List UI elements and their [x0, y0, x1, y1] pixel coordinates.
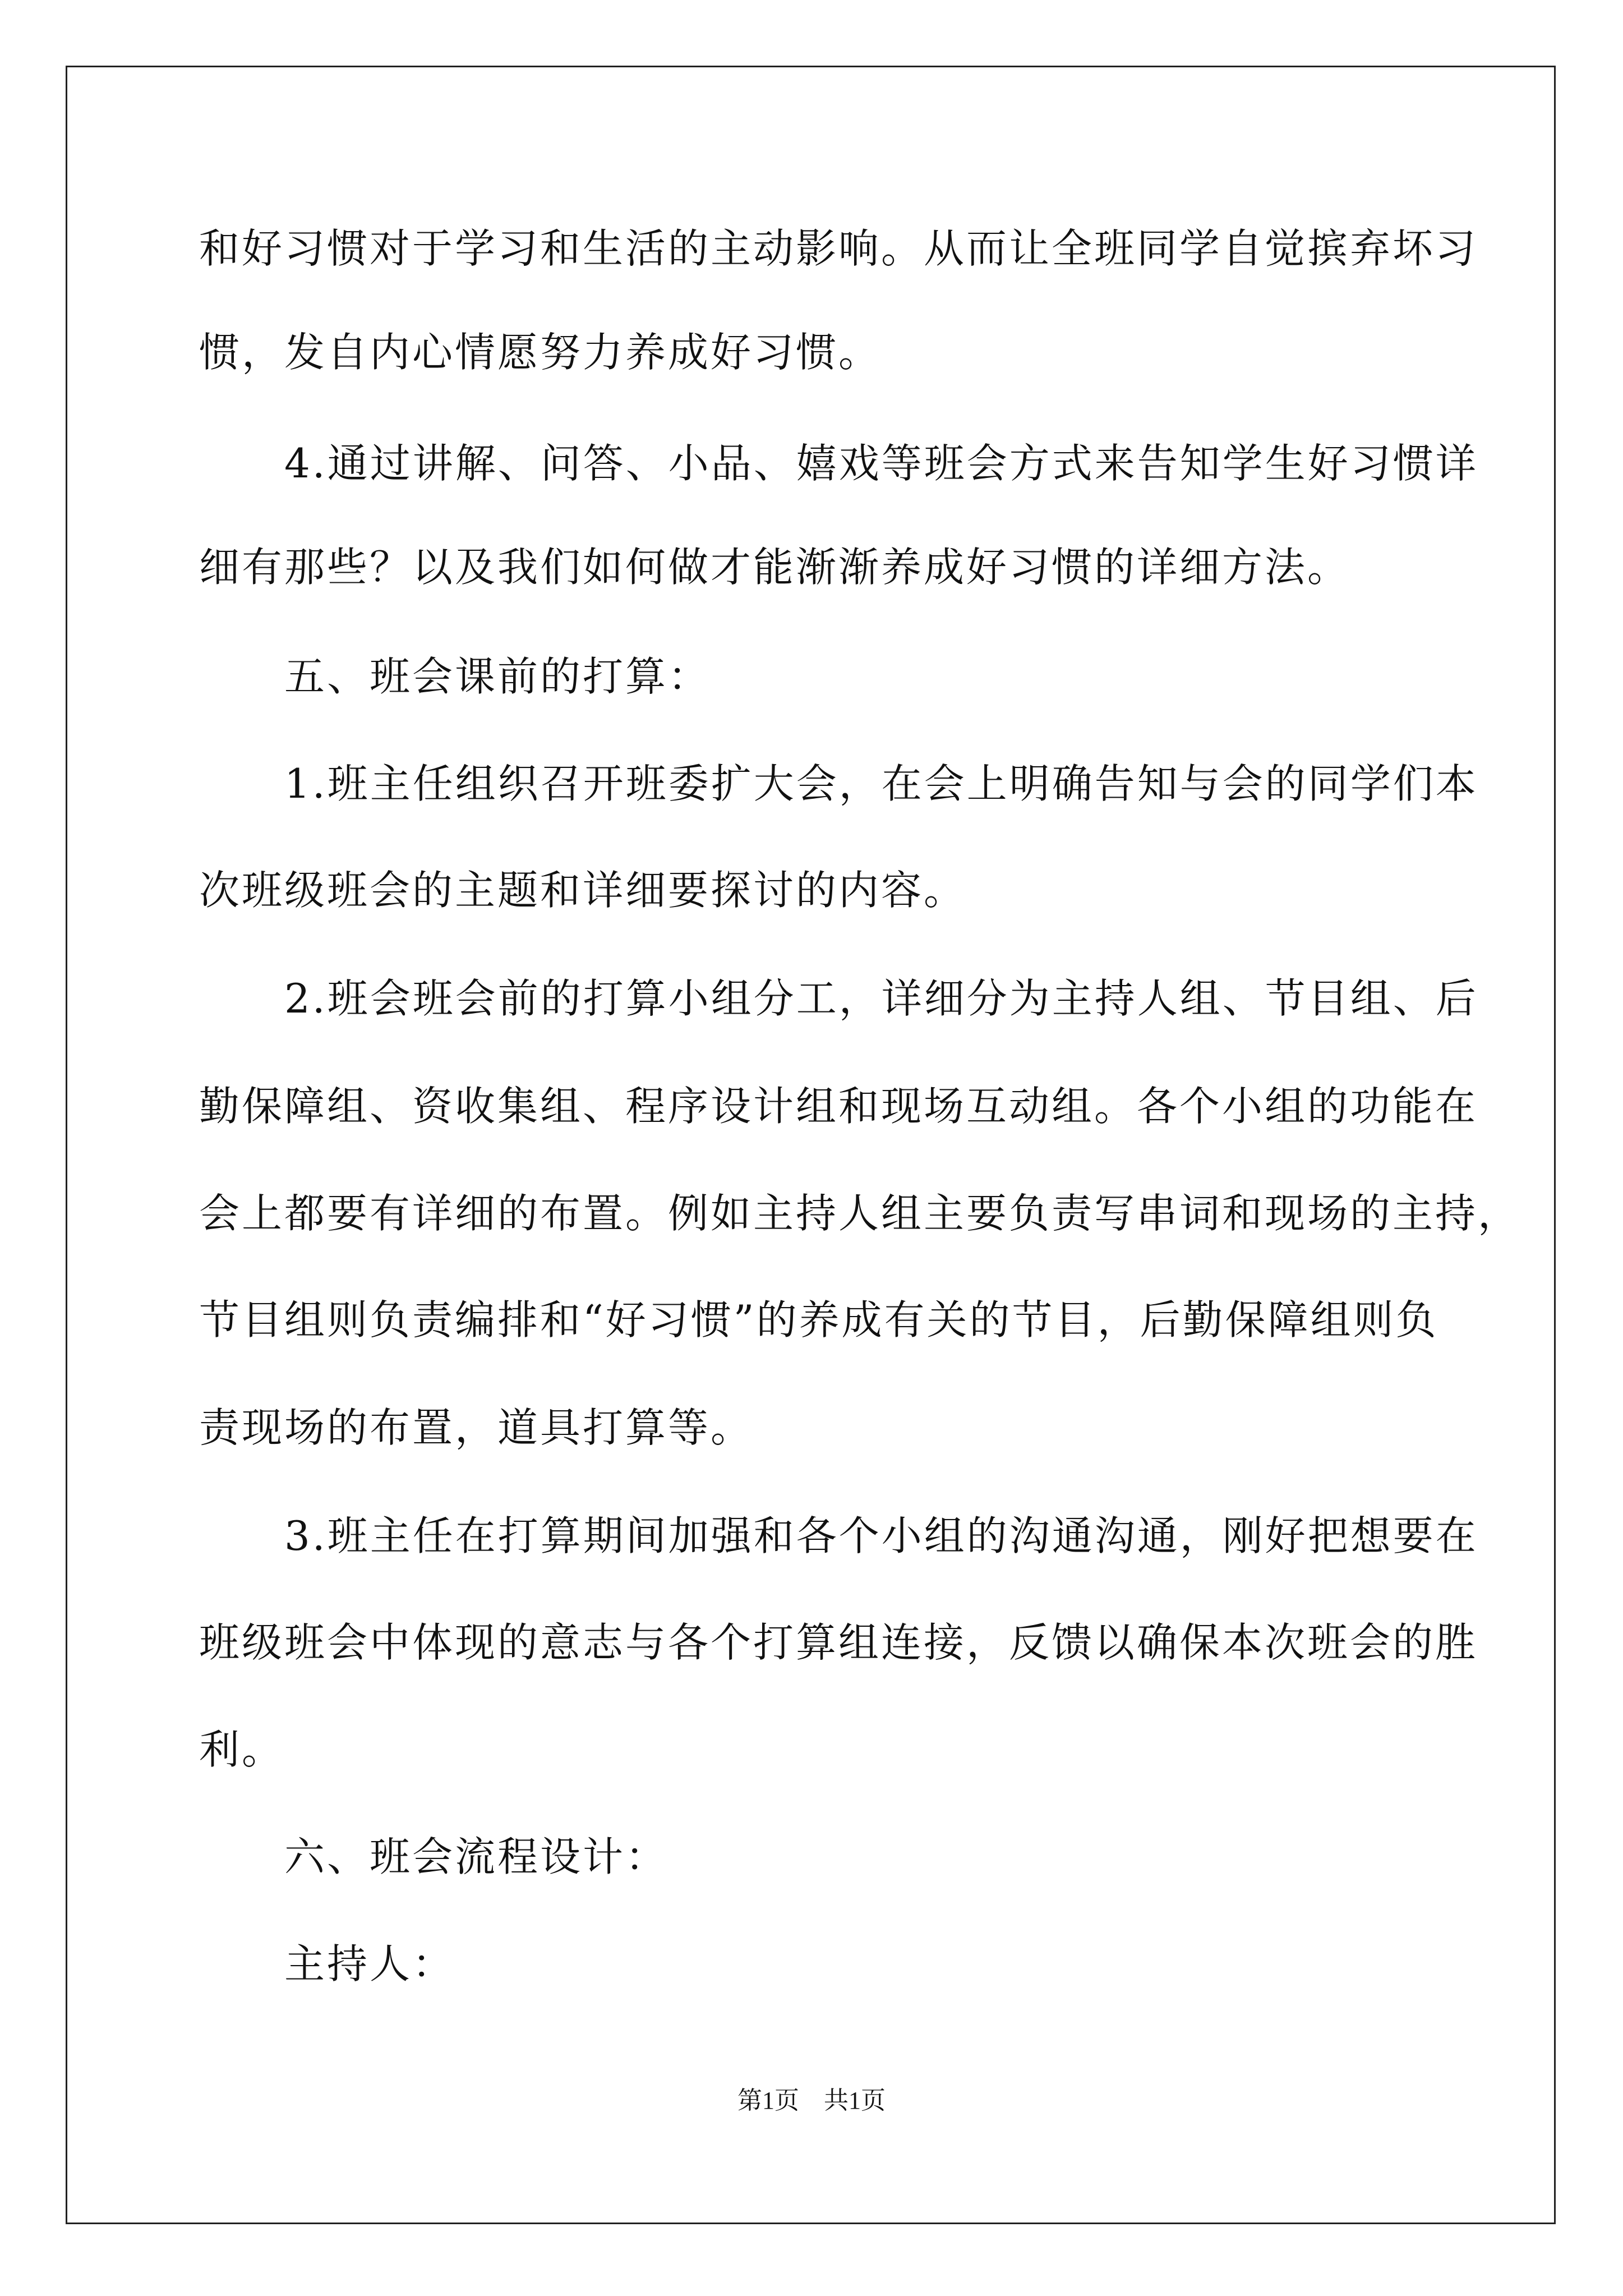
- page-number-footer: 第1页 共1页: [737, 2087, 886, 2114]
- text-line-13: 3.班主任在打算期间加强和各个小组的沟通沟通，刚好把想要在: [199, 1512, 1478, 1559]
- text-line-1: 和好习惯对于学习和生活的主动影响。从而让全班同学自觉摈弃坏习: [199, 225, 1478, 272]
- text-line-7: 次班级班会的主题和详细要探讨的内容。: [199, 867, 967, 914]
- text-line-5: 五、班会课前的打算：: [199, 653, 711, 700]
- text-line-4: 细有那些？以及我们如何做才能渐渐养成好习惯的详细方法。: [199, 544, 1350, 591]
- text-line-15: 利。: [199, 1726, 285, 1773]
- text-line-3: 4.通过讲解、问答、小品、嬉戏等班会方式来告知学生好习惯详: [199, 440, 1478, 487]
- text-line-16: 六、班会流程设计：: [199, 1833, 668, 1880]
- text-line-10: 会上都要有详细的布置。例如主持人组主要负责写串词和现场的主持，: [199, 1190, 1521, 1237]
- text-line-6: 1.班主任组织召开班委扩大会，在会上明确告知与会的同学们本: [199, 760, 1478, 807]
- text-line-17: 主持人：: [199, 1940, 455, 1987]
- text-line-14: 班级班会中体现的意志与各个打算组连接，反馈以确保本次班会的胜: [199, 1619, 1478, 1666]
- text-line-8: 2.班会班会前的打算小组分工，详细分为主持人组、节目组、后: [199, 975, 1478, 1022]
- text-line-9: 勤保障组、资收集组、程序设计组和现场互动组。各个小组的功能在: [199, 1083, 1478, 1130]
- text-line-2: 惯，发自内心情愿努力养成好习惯。: [199, 329, 882, 376]
- page-border: [66, 66, 1556, 2224]
- text-line-12: 责现场的布置，道具打算等。: [199, 1404, 754, 1451]
- text-line-11: 节目组则负责编排和“好习惯”的养成有关的节目，后勤保障组则负: [199, 1296, 1438, 1343]
